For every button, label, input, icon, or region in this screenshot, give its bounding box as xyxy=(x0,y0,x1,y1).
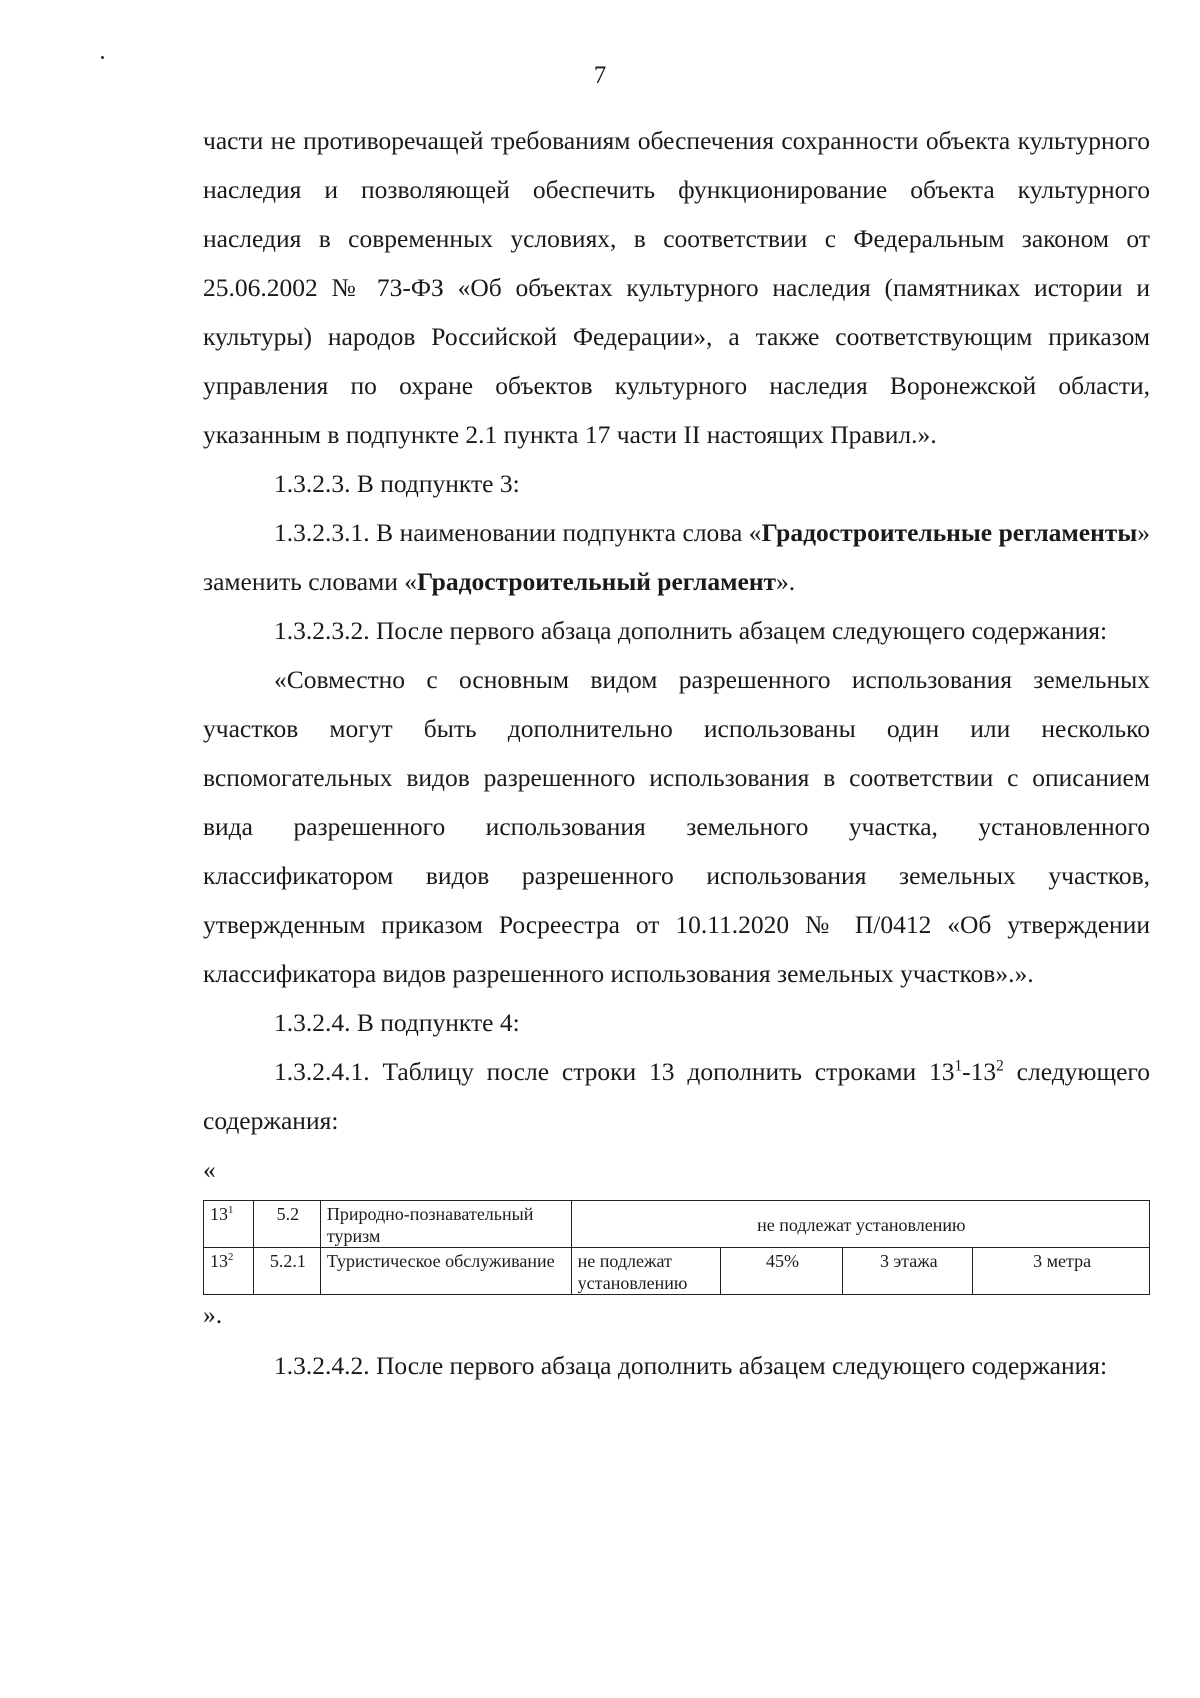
paragraph-1-3-2-4: 1.3.2.4. В подпункте 4: xyxy=(274,1008,520,1037)
row-number-cell: $13^2$ xyxy=(204,1248,254,1295)
paragraph-quoted-insert: «Совместно с основным видом разрешенного использования земельных участков могут быть дополнительно использованы один или несколько вспомогательных видов разрешенного использования в соответствии с описанием вида разрешенного использования земельного участка, установленного классификатором видов разрешенного использования земельных участков, утвержденным приказом Росреестра от 10.11.2020 № П/0412 «Об утверждении классификатора видов разрешенного использования земельных участков».». xyxy=(203,665,1150,988)
text-segment: 1.3.2.3.1. В наименовании подпункта слова « xyxy=(274,518,762,547)
text-segment: -13 xyxy=(962,1057,997,1086)
paragraph-1-3-2-3-2: 1.3.2.3.2. После первого абзаца дополнить абзацем следующего содержания: xyxy=(274,616,1108,645)
value-cell: не подлежат установлению xyxy=(571,1248,720,1295)
table-row xyxy=(204,1201,1150,1248)
code-cell: 5.2 xyxy=(253,1201,320,1248)
document-body xyxy=(203,116,1150,1390)
paragraph-1-3-2-3-1 xyxy=(203,508,1150,606)
superscript: 2 xyxy=(996,1057,1004,1075)
bold-term-old: Градостроительные регламенты xyxy=(761,518,1138,547)
page-number: 7 xyxy=(593,62,607,89)
name-cell: Туристическое обслуживание xyxy=(320,1248,571,1295)
table-row xyxy=(204,1248,1150,1295)
text-segment: » заменить словами « xyxy=(203,518,1150,596)
quote-close-mark: ». xyxy=(203,1300,223,1329)
quote-open-mark: « xyxy=(203,1155,216,1184)
value-cell: 3 метра xyxy=(973,1248,1150,1295)
value-cell: 45% xyxy=(720,1248,843,1295)
superscript: 1 xyxy=(954,1057,963,1075)
code-cell: 5.2.1 xyxy=(253,1248,320,1295)
paragraph-1-3-2-4-2: 1.3.2.4.2. После первого абзаца дополнить абзацем следующего содержания: xyxy=(274,1351,1108,1380)
merged-value-cell: не подлежат установлению xyxy=(571,1201,1149,1248)
text-segment: следующего содержания: xyxy=(203,1057,1150,1135)
paragraph-continuation: части не противоречащей требованиям обеспечения сохранности объекта культурного наследия и позволяющей обеспечить функционирование объекта культурного наследия в современных условиях, в соответствии с Федеральным законом от 25.06.2002 № 73-ФЗ «Об объектах культурного наследия (памятниках истории и культуры) народов Российской Федерации», а также соответствующим приказом управления по охране объектов культурного наследия Воронежской области, указанным в подпункте 2.1 пункта 17 части II настоящих Правил.». xyxy=(203,126,1150,449)
text-segment: ». xyxy=(776,567,796,596)
name-cell: Природно-познавательный туризм xyxy=(320,1201,571,1248)
amendment-table xyxy=(203,1200,1150,1295)
paragraph-1-3-2-3: 1.3.2.3. В подпункте 3: xyxy=(274,469,520,498)
scan-speck xyxy=(101,56,104,59)
row-number-cell: $13^1$ xyxy=(204,1201,254,1248)
paragraph-1-3-2-4-1 xyxy=(203,1047,1150,1145)
text-segment: 1.3.2.4.1. Таблицу после строки 13 дополнить строками 13 xyxy=(274,1057,955,1086)
value-cell: 3 этажа xyxy=(843,1248,973,1295)
bold-term-new: Градостроительный регламент xyxy=(417,567,777,596)
